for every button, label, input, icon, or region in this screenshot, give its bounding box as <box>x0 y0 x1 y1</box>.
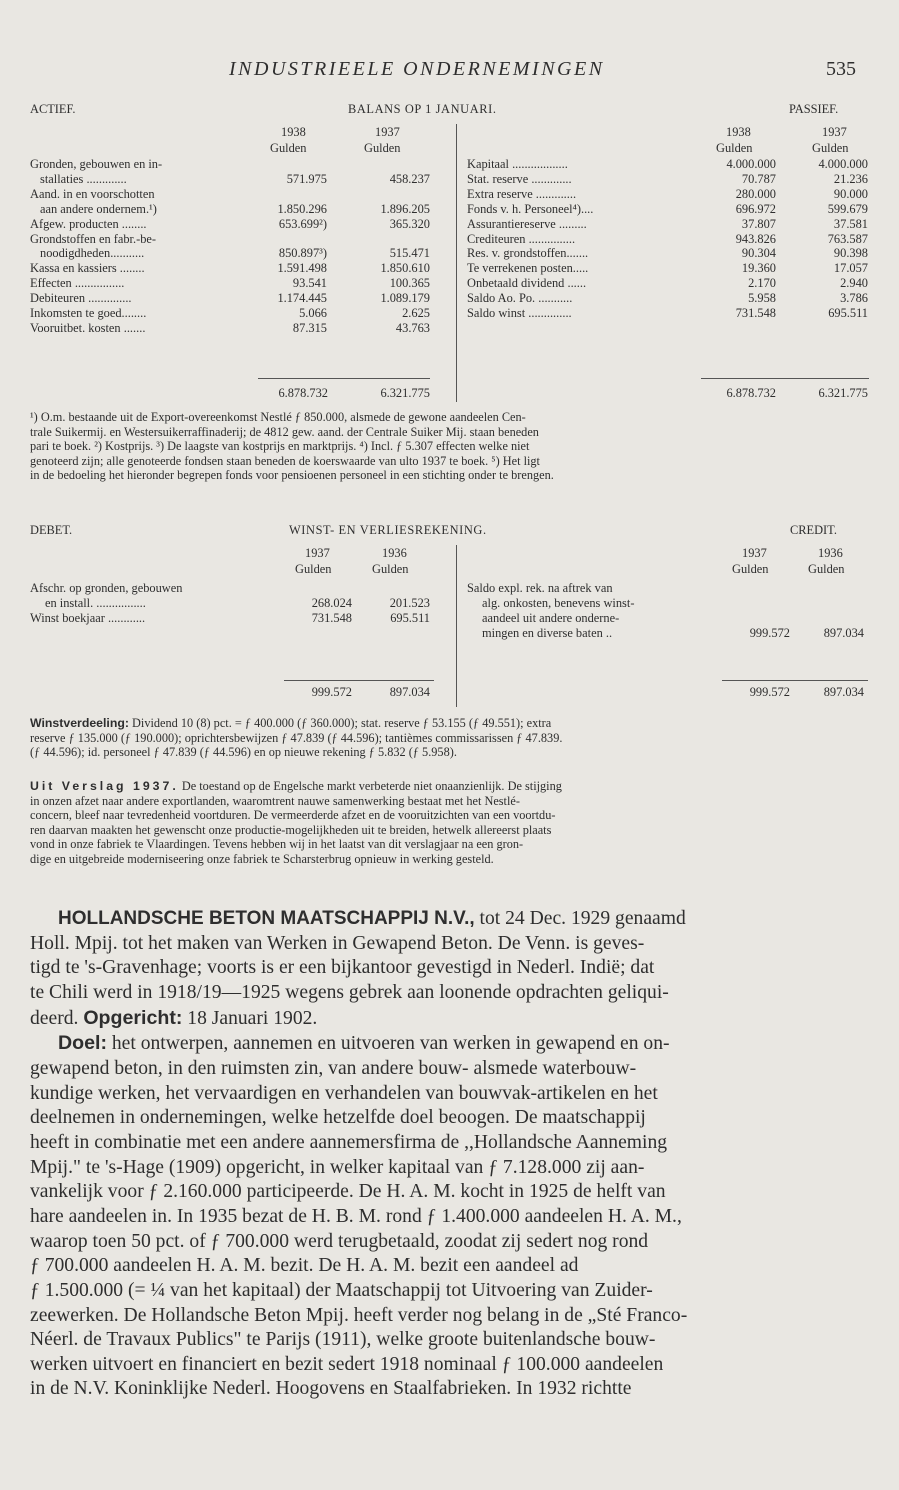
liability-value-1938: 696.972 <box>735 201 776 216</box>
asset-value-1938: 5.066 <box>299 306 327 320</box>
asset-value-1937: 1.850.610 <box>380 261 430 276</box>
liability-value-1937: 90.398 <box>833 246 868 261</box>
credit-value-1936: 897.034 <box>823 625 864 640</box>
debit-total-1937: 999.572 <box>311 685 352 699</box>
winstverdeeling-line: (ƒ 44.596); id. personeel ƒ 47.839 (ƒ 44.596) en op nieuwe rekening ƒ 5.832 (ƒ 5.958). <box>30 745 457 760</box>
liability-value-1938: 943.826 <box>735 231 776 246</box>
article-line: deelnemen in ondernemingen, welke hetzelfde doel beoogen. De maatschappij <box>30 1107 646 1129</box>
liability-value-1938: 280.000 <box>735 186 776 201</box>
debit-label: en install. ................ <box>45 595 146 610</box>
asset-value-1937: 458.237 <box>389 171 430 186</box>
article-line: werken uitvoert en financiert en bezit sedert 1918 nominaal ƒ 100.000 aandeelen <box>30 1353 664 1375</box>
balance-divider <box>456 124 457 402</box>
liability-label: Crediteuren ............... <box>467 231 576 246</box>
credit-heading: CREDIT. <box>790 523 837 537</box>
liability-label: Res. v. grondstoffen....... <box>467 246 589 261</box>
article-line: vankelijk voor ƒ 2.160.000 participeerde. De H. A. M. kocht in 1925 de helft van <box>30 1181 666 1203</box>
credit-label: aandeel uit andere onderne- <box>482 610 620 625</box>
credit-total-1937: 999.572 <box>749 685 790 699</box>
credit-col-unit-1: Gulden <box>732 562 769 576</box>
asset-value-1938: 850.897³) <box>278 246 327 261</box>
asset-label: Grondstoffen en fabr.-be- <box>30 231 157 246</box>
credit-value-1937: 999.572 <box>749 625 790 640</box>
asset-label: Effecten ................ <box>30 276 125 291</box>
asset-label: Gronden, gebouwen en in- <box>30 157 163 171</box>
asset-value-1937: 515.471 <box>389 246 430 261</box>
pl-title: WINST- EN VERLIESREKENING. <box>289 523 487 537</box>
asset-value-1937: 365.320 <box>389 216 430 231</box>
asset-value-1937: 43.763 <box>395 320 430 335</box>
debit-col-1936: 1936 <box>382 546 407 560</box>
asset-value-1937: 1.896.205 <box>380 201 430 216</box>
article-line: deerd. <box>30 1007 84 1029</box>
asset-label: Inkomsten te goed........ <box>30 306 147 320</box>
asset-value-1938: 571.975 <box>286 171 327 186</box>
opgericht-label: Opgericht: <box>83 1006 183 1029</box>
credit-col-unit-2: Gulden <box>808 562 845 576</box>
page-number: 535 <box>826 58 856 80</box>
article-line: Mpij." te 's-Hage (1909) opgericht, in welker kapitaal van ƒ 7.128.000 zij aan- <box>30 1156 645 1178</box>
liability-value-1937: 695.511 <box>828 306 868 320</box>
liability-label: Saldo winst .............. <box>467 306 572 320</box>
credit-label: alg. onkosten, benevens winst- <box>482 595 635 610</box>
debit-total-1936: 897.034 <box>389 685 430 699</box>
winstverdeeling-label: Winstverdeeling: <box>30 716 129 730</box>
liability-value-1938: 5.958 <box>748 291 776 306</box>
article-line: ƒ 700.000 aandeelen H. A. M. bezit. De H. A. M. bezit een aandeel ad <box>30 1255 579 1277</box>
verslag-line: dige en uitgebreide moderniseering onze fabriek te Scharsterbrug opnieuw in werking gesteld. <box>30 851 494 866</box>
liability-value-1938: 2.170 <box>748 276 776 291</box>
asset-label: Kassa en kassiers ........ <box>30 261 145 276</box>
asset-value-1938: 1.850.296 <box>277 201 327 216</box>
article-line: ƒ 1.500.000 (= ¼ van het kapitaal) der Maatschappij tot Uitvoering van Zuider- <box>30 1279 653 1301</box>
asset-label: Aand. in en voorschotten <box>30 186 155 201</box>
liability-value-1937: 763.587 <box>827 231 868 246</box>
article-line: te Chili werd in 1918/19—1925 wegens gebrek aan loonende opdrachten geliqui- <box>30 981 669 1003</box>
credit-total-rule <box>722 680 868 681</box>
liab-col-unit-2: Gulden <box>812 141 849 155</box>
debit-label: Winst boekjaar ............ <box>30 610 146 625</box>
asset-label: aan andere ondernem.¹) <box>40 201 157 216</box>
article-line: zeewerken. De Hollandsche Beton Mpij. heeft verder nog belang in de „Sté Franco- <box>30 1304 688 1326</box>
asset-value-1938: 87.315 <box>292 320 327 335</box>
asset-total-rule <box>258 378 430 379</box>
asset-label: Debiteuren .............. <box>30 291 132 306</box>
article-line: hare aandeelen in. In 1935 bezat de H. B. M. rond ƒ 1.400.000 aandeelen H. A. M., <box>30 1205 682 1227</box>
article-line: waarop toen 50 pct. of ƒ 700.000 werd terugbetaald, zoodat zij sedert nog rond <box>30 1230 649 1252</box>
credit-col-1936: 1936 <box>818 546 843 560</box>
verslag-line: concern, bleef naar tevredenheid voortduren. De vermeerderde afzet en de vooruitzichten van een voortdu- <box>30 808 556 823</box>
company-article <box>30 907 868 1402</box>
pl-divider <box>456 545 457 707</box>
debit-value-1936: 695.511 <box>390 610 430 625</box>
debit-value-1937: 731.548 <box>311 610 352 625</box>
credit-col-1937: 1937 <box>742 546 767 560</box>
debit-col-unit-2: Gulden <box>372 562 409 576</box>
balance-title: BALANS OP 1 JANUARI. <box>348 102 497 116</box>
asset-label: stallaties ............. <box>40 171 127 186</box>
balance-footnotes <box>30 410 868 483</box>
footnote-line: genoteerd zijn; alle genoteerde fondsen staan beneden de koerswaarde van ulto 1937 te boek. ⁵) Het ligt <box>30 453 540 468</box>
credit-label: Saldo expl. rek. na aftrek van <box>467 581 613 595</box>
asset-value-1938: 93.541 <box>292 276 327 291</box>
footnote-line: ¹) O.m. bestaande uit de Export-overeenkomst Nestlé ƒ 850.000, alsmede de gewone aandeelen Cen- <box>30 410 526 424</box>
opgericht-value: 18 Januari 1902. <box>182 1007 318 1029</box>
asset-value-1938: 653.699²) <box>278 216 327 231</box>
winstverdeeling-line: Dividend 10 (8) pct. = ƒ 400.000 (ƒ 360.000); stat. reserve ƒ 53.155 (ƒ 49.551); extra <box>128 716 552 730</box>
footnote-line: in de bedoeling het hieronder begrepen fonds voor pensioenen personeel in een stichting onder te brengen. <box>30 468 554 483</box>
liability-label: Kapitaal .................. <box>467 157 568 171</box>
winstverdeeling <box>30 716 868 760</box>
liability-value-1937: 21.236 <box>833 171 868 186</box>
article-line: tot 24 Dec. 1929 genaamd <box>474 908 686 929</box>
liability-value-1938: 90.304 <box>741 246 776 261</box>
asset-label: Afgew. producten ........ <box>30 216 147 231</box>
liab-col-unit-1: Gulden <box>716 141 753 155</box>
debit-col-unit-1: Gulden <box>295 562 332 576</box>
liability-value-1937: 17.057 <box>833 261 868 276</box>
liability-value-1938: 37.807 <box>741 216 776 231</box>
asset-col-1938: 1938 <box>281 125 306 139</box>
winstverdeeling-line: reserve ƒ 135.000 (ƒ 190.000); oprichtersbewijzen ƒ 47.839 (ƒ 44.596); tantièmes commissarissen ƒ 47.839. <box>30 730 563 745</box>
passief-heading: PASSIEF. <box>789 102 839 116</box>
liability-label: Onbetaald dividend ...... <box>467 276 587 291</box>
debit-col-1937: 1937 <box>305 546 330 560</box>
liability-value-1937: 2.940 <box>840 276 868 291</box>
liab-col-1937: 1937 <box>822 125 847 139</box>
asset-label: noodigdheden........... <box>40 246 145 261</box>
article-line: het ontwerpen, aannemen en uitvoeren van werken in gewapend en on- <box>106 1033 670 1055</box>
debit-value-1937: 268.024 <box>311 595 352 610</box>
verslag <box>30 779 868 867</box>
liability-value-1937: 3.786 <box>840 291 868 306</box>
asset-value-1937: 1.089.179 <box>380 291 430 306</box>
article-line: tigd te 's-Gravenhage; voorts is er een bijkantoor gevestigd in Nederl. Indië; dat <box>30 957 655 979</box>
actief-heading: ACTIEF. <box>30 102 76 116</box>
liability-value-1937: 37.581 <box>833 216 868 231</box>
article-line: Néerl. de Travaux Publics" te Parijs (1911), welke groote buitenlandsche bouw- <box>30 1329 656 1351</box>
debit-label: Afschr. op gronden, gebouwen <box>30 581 183 595</box>
debit-total-rule <box>284 680 434 681</box>
liability-value-1938: 4.000.000 <box>726 157 776 171</box>
liab-total-1937: 6.321.775 <box>818 386 868 400</box>
asset-col-unit-2: Gulden <box>364 141 401 155</box>
liability-label: Extra reserve ............. <box>467 186 577 201</box>
liab-total-rule <box>701 378 869 379</box>
article-line: gewapend beton, in den ruimsten zin, van andere bouw- alsmede waterbouw- <box>30 1057 637 1079</box>
liability-value-1937: 599.679 <box>827 201 868 216</box>
company-name: HOLLANDSCHE BETON MAATSCHAPPIJ N.V., <box>58 908 475 929</box>
verslag-line: vond in onze fabriek te Vlaardingen. Tevens hebben wij in het laatst van dit verslagjaar na een gron- <box>30 837 524 852</box>
asset-col-unit-1: Gulden <box>270 141 307 155</box>
debet-heading: DEBET. <box>30 523 73 537</box>
asset-total-1938: 6.878.732 <box>278 386 328 400</box>
liab-total-1938: 6.878.732 <box>726 386 776 400</box>
asset-label: Vooruitbet. kosten ....... <box>30 320 146 335</box>
verslag-line: De toestand op de Engelsche markt verbeterde niet onaanzienlijk. De stijging <box>178 779 562 793</box>
asset-value-1937: 100.365 <box>389 276 430 291</box>
verslag-label: Uit Verslag 1937. <box>30 779 179 793</box>
article-line: kundige werken, het vervaardigen en verhandelen van bouwvak-artikelen en het <box>30 1082 658 1104</box>
liab-col-1938: 1938 <box>726 125 751 139</box>
doel-paragraph <box>30 1057 868 1402</box>
article-line: in de N.V. Koninklijke Nederl. Hoogovens en Staalfabrieken. In 1932 richtte <box>30 1378 632 1400</box>
verslag-line: in onzen afzet naar andere exportlanden, waaromtrent nauwe samenwerking bestaat met het Nestlé- <box>30 793 520 808</box>
running-title: INDUSTRIEELE ONDERNEMINGEN <box>229 58 605 80</box>
credit-label: mingen en diverse baten .. <box>482 625 613 640</box>
liability-label: Fonds v. h. Personeel⁴).... <box>467 201 594 216</box>
asset-value-1938: 1.591.498 <box>277 261 327 276</box>
credit-total-1936: 897.034 <box>823 685 864 699</box>
liability-value-1937: 4.000.000 <box>818 157 868 171</box>
footnote-line: pari te boek. ²) Kostprijs. ³) De laagste van kostprijs en marktprijs. ⁴) Incl. ƒ 5.307 effecten welke niet <box>30 439 530 454</box>
verslag-line: ren daarvan maakten het gewenscht onze productie-mogelijkheden uit te breiden, hetwelk allereerst plaats <box>30 822 552 837</box>
asset-total-1937: 6.321.775 <box>380 386 430 400</box>
liability-label: Assurantiereserve ......... <box>467 216 587 231</box>
liability-label: Te verrekenen posten..... <box>467 261 589 276</box>
liability-value-1938: 731.548 <box>735 306 776 320</box>
article-line: Holl. Mpij. tot het maken van Werken in Gewapend Beton. De Venn. is geves- <box>30 932 645 954</box>
liability-label: Stat. reserve ............. <box>467 171 572 186</box>
debit-value-1936: 201.523 <box>389 595 430 610</box>
asset-col-1937: 1937 <box>375 125 400 139</box>
asset-value-1938: 1.174.445 <box>277 291 327 306</box>
article-line: heeft in combinatie met een andere aannemersfirma de ,,Hollandsche Aanneming <box>30 1131 668 1153</box>
asset-value-1937: 2.625 <box>402 306 430 320</box>
footnote-line: trale Suikermij. en Westersuikerraffinaderij; de 4812 gew. aand. der Centrale Suiker Mij. staan beneden <box>30 424 539 439</box>
liability-value-1938: 19.360 <box>741 261 776 276</box>
doel-label: Doel: <box>58 1032 107 1055</box>
liability-value-1938: 70.787 <box>741 171 776 186</box>
liability-label: Saldo Ao. Po. ........... <box>467 291 573 306</box>
liability-value-1937: 90.000 <box>833 186 868 201</box>
